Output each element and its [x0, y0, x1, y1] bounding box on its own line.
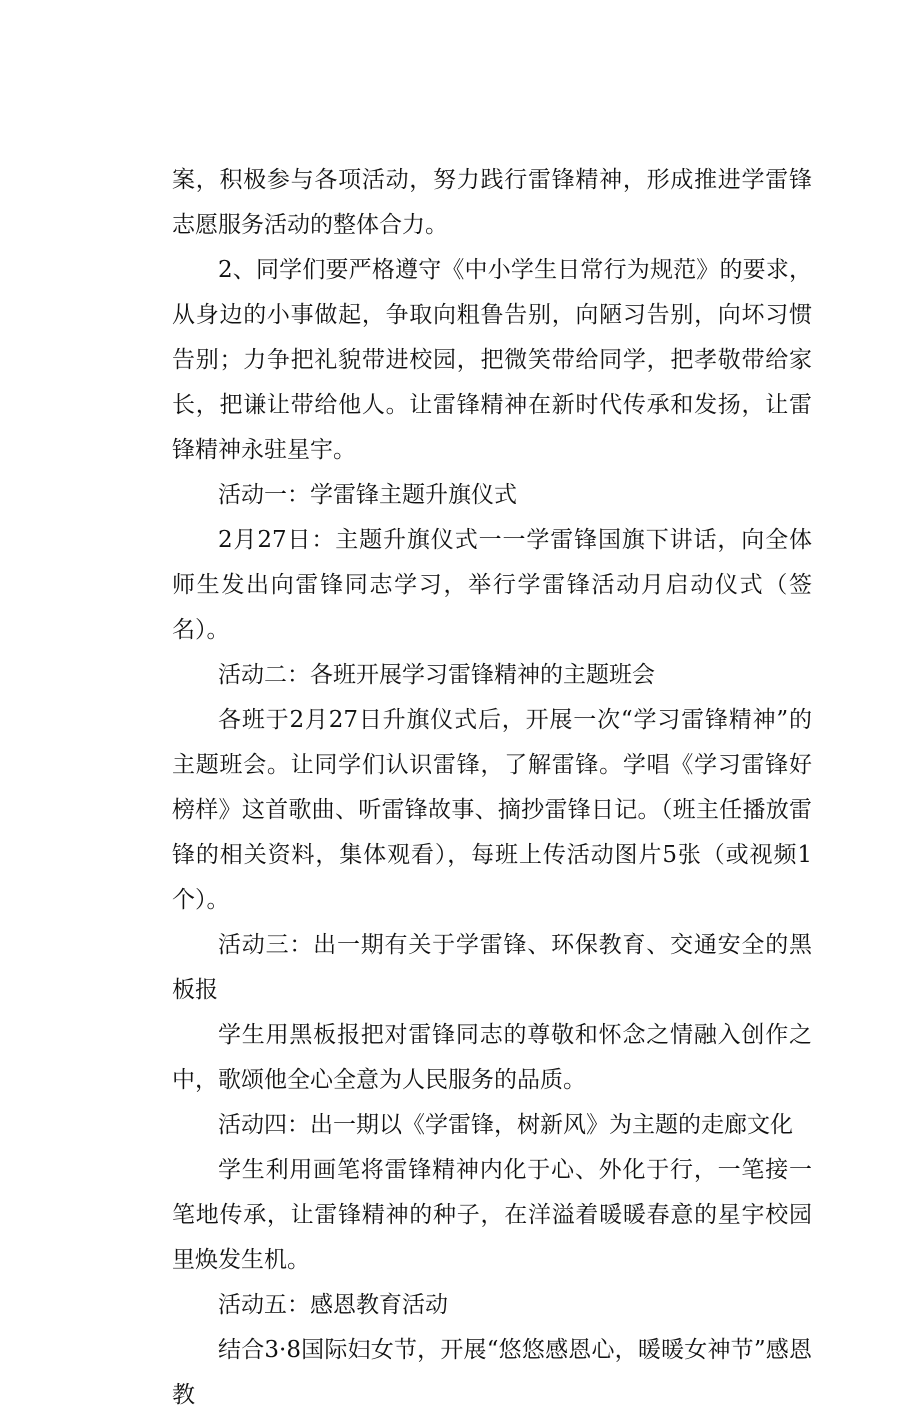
- activity-3-body: 学生用黑板报把对雷锋同志的尊敬和怀念之情融入创作之中，歌颂他全心全意为人民服务的品质。: [172, 1022, 812, 1093]
- activity-2-body: 各班于2月27日升旗仪式后，开展一次“学习雷锋精神”的主题班会。让同学们认识雷锋，了解雷锋。学唱《学习雷锋好榜样》这首歌曲、听雷锋故事、摘抄雷锋日记。（班主任播放雷锋的相关资料，集体观看），每班上传活动图片5张（或视频1个）。: [172, 707, 812, 913]
- activity-5-heading: 活动五：感恩教育活动: [218, 1292, 448, 1318]
- activity-3-heading: 活动三：出一期有关于学雷锋、环保教育、交通安全的黑板报: [172, 932, 812, 1003]
- paragraph-rules: 2、同学们要严格遵守《中小学生日常行为规范》的要求，从身边的小事做起，争取向粗鲁告别，向陋习告别，向坏习惯告别；力争把礼貌带进校园，把微笑带给同学，把孝敬带给家长，把谦让带给他人。让雷锋精神在新时代传承和发扬，让雷锋精神永驻星宇。: [172, 257, 812, 463]
- activity-4-heading: 活动四：出一期以《学雷锋，树新风》为主题的走廊文化: [218, 1112, 793, 1138]
- activity-4-body: 学生利用画笔将雷锋精神内化于心、外化于行，一笔接一笔地传承，让雷锋精神的种子，在洋溢着暖暖春意的星宇校园里焕发生机。: [172, 1157, 812, 1273]
- document-body: [172, 158, 812, 1418]
- activity-5-body: 结合3·8国际妇女节，开展“悠悠感恩心，暖暖女神节”感恩教: [172, 1337, 812, 1408]
- activity-2-heading: 活动二：各班开展学习雷锋精神的主题班会: [218, 662, 655, 688]
- paragraph-continuation: 案，积极参与各项活动，努力践行雷锋精神，形成推进学雷锋志愿服务活动的整体合力。: [172, 167, 812, 238]
- activity-1-heading: 活动一：学雷锋主题升旗仪式: [218, 482, 517, 508]
- activity-1-body: 2月27日：主题升旗仪式一一学雷锋国旗下讲话，向全体师生发出向雷锋同志学习，举行学雷锋活动月启动仪式（签名）。: [172, 527, 812, 643]
